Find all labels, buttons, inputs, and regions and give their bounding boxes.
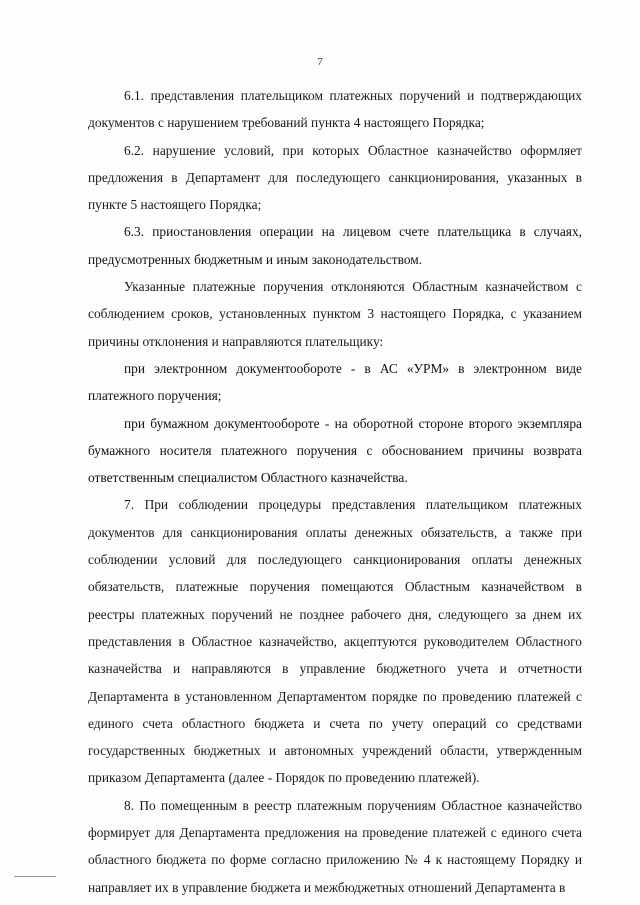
paragraph-7: 7. При соблюдении процедуры представления плательщиком платежных документов для санкционирования оплаты денежных обязательств, а также при соблюдении условий для последующего санкционирования оплаты денежных обязательств, платежные поручения помещаются Областным казначейством в реестры платежных поручений не позднее рабочего дня, следующего за днем их представления в Областное казначейство, акцептуются руководителем Областного казначейства и направляются в управление бюджетного учета и отчетности Департамента в установленном Департаментом порядке по проведению платежей с единого счета областного бюджета и счета по учету операций со средствами государственных бюджетных и автономных учреждений области, утвержденным приказом Департамента (далее - Порядок по проведению платежей). (88, 497, 582, 786)
paragraph-6-3: 6.3. приостановления операции на лицевом счете плательщика в случаях, предусмотренных бюджетным и иным законодательством. (88, 224, 582, 267)
document-body (88, 82, 582, 901)
paragraph-6-2: 6.2. нарушение условий, при которых Областное казначейство оформляет предложения в Департамент для последующего санкционирования, указанных в пункте 5 настоящего Порядка; (88, 142, 582, 213)
paragraph-6-1: 6.1. представления плательщиком платежных поручений и подтверждающих документов с нарушением требований пункта 4 настоящего Порядка; (88, 88, 582, 131)
paragraph-rejection-notice: Указанные платежные поручения отклоняются Областным казначейством с соблюдением сроков, установленных пунктом 3 настоящего Порядка, с указанием причины отклонения и направляются плательщику: (88, 279, 582, 349)
paragraph-8: 8. По помещенным в реестр платежным поручениям Областное казначейство формирует для Департамента предложения на проведение платежей с единого счета областного бюджета по форме согласно приложению № 4 к настоящему Порядку и направляет их в управление бюджета и межбюджетных отношений Департамента в (88, 797, 582, 895)
paragraph-electronic-workflow: при электронном документообороте - в АС «УРМ» в электронном виде платежного поручения; (88, 360, 582, 404)
paragraph-paper-workflow: при бумажном документообороте - на оборотной стороне второго экземпляра бумажного носителя платежного поручения с обоснованием причины возврата ответственным специалистом Областного казначейства. (88, 415, 582, 486)
scan-edge-mark (14, 876, 56, 877)
page-number: 7 (317, 56, 323, 68)
